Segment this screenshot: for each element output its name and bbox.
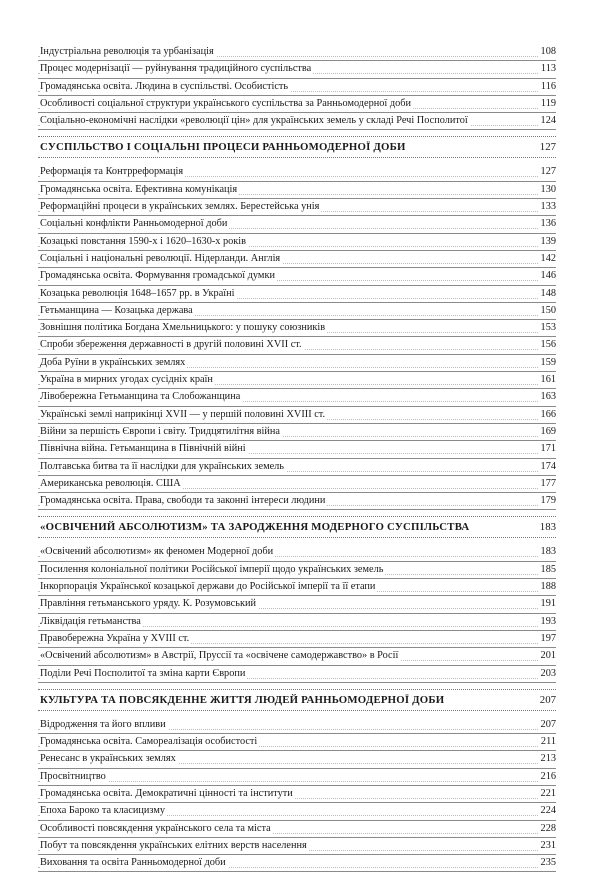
entry-page-number: 163 xyxy=(538,389,556,405)
entry-title: «Освічений абсолютизм» як феномен Модерної доби xyxy=(40,544,275,560)
section-page-number: 127 xyxy=(539,141,556,154)
entry-page-number: 119 xyxy=(538,96,556,112)
toc-entry[interactable] xyxy=(38,579,556,596)
entry-page-number: 213 xyxy=(538,751,556,767)
toc-entry[interactable] xyxy=(38,631,556,648)
toc-entry[interactable] xyxy=(38,303,556,320)
entry-title: Соціально-економічні наслідки «революції цін» для українських земель у складі Речі Посполитої xyxy=(40,113,470,129)
entry-page-number: 108 xyxy=(538,44,556,60)
entry-page-number: 171 xyxy=(538,441,556,457)
toc-entry[interactable] xyxy=(38,234,556,251)
entry-page-number: 203 xyxy=(538,666,556,682)
entry-page-number: 177 xyxy=(538,476,556,492)
entry-page-number: 156 xyxy=(538,337,556,353)
entry-title: Побут та повсякдення українських елітних верств населення xyxy=(40,838,309,854)
entry-title: Соціальні конфлікти Ранньомодерної доби xyxy=(40,216,229,232)
entry-title: Україна в мирних угодах сусідніх країн xyxy=(40,372,215,388)
toc-entry[interactable] xyxy=(38,596,556,613)
toc-entry[interactable] xyxy=(38,459,556,476)
entry-page-number: 183 xyxy=(538,544,556,560)
entry-title: Гетьманщина — Козацька держава xyxy=(40,303,195,319)
entry-page-number: 133 xyxy=(538,199,556,215)
section-title: КУЛЬТУРА ТА ПОВСЯКДЕННЕ ЖИТТЯ ЛЮДЕЙ РАННЬОМОДЕРНОЇ ДОБИ xyxy=(40,693,445,706)
entry-page-number: 113 xyxy=(538,61,556,77)
entry-title: Особливості повсякдення українського села та міста xyxy=(40,821,273,837)
toc-entry[interactable] xyxy=(38,164,556,181)
toc-entry[interactable] xyxy=(38,355,556,372)
entry-page-number: 136 xyxy=(538,216,556,232)
entry-page-number: 124 xyxy=(538,113,556,129)
entry-title: Козацькі повстання 1590-х і 1620–1630-х років xyxy=(40,234,248,250)
table-of-contents xyxy=(38,44,556,872)
entry-title: Соціальні і національні революції. Нідерланди. Англія xyxy=(40,251,282,267)
entry-title: Відродження та його впливи xyxy=(40,717,168,733)
entry-title: Громадянська освіта. Самореалізація особистості xyxy=(40,734,259,750)
toc-entry[interactable] xyxy=(38,666,556,683)
entry-title: Епоха Бароко та класицизму xyxy=(40,803,167,819)
toc-entry[interactable] xyxy=(38,44,556,61)
entry-page-number: 221 xyxy=(538,786,556,802)
dot-leader xyxy=(38,781,556,782)
toc-entry[interactable] xyxy=(38,320,556,337)
entry-page-number: 191 xyxy=(538,596,556,612)
toc-entry[interactable] xyxy=(38,268,556,285)
entry-title: Війни за першість Європи і світу. Тридцятилітня війна xyxy=(40,424,282,440)
entry-page-number: 174 xyxy=(538,459,556,475)
entry-title: Ліквідація гетьманства xyxy=(40,614,143,630)
entry-title: Реформація та Контрреформація xyxy=(40,164,185,180)
entry-page-number: 146 xyxy=(538,268,556,284)
entry-page-number: 211 xyxy=(538,734,556,750)
entry-title: Поділи Речі Посполитої та зміна карти Європи xyxy=(40,666,247,682)
section-heading[interactable] xyxy=(38,689,556,711)
entry-page-number: 201 xyxy=(538,648,556,664)
entry-page-number: 235 xyxy=(538,855,556,871)
section-page-number: 207 xyxy=(539,693,556,706)
toc-entry[interactable] xyxy=(38,216,556,233)
toc-entry[interactable] xyxy=(38,803,556,820)
entry-title: Козацька революція 1648–1657 рр. в Україні xyxy=(40,286,237,302)
entry-page-number: 166 xyxy=(538,407,556,423)
entry-title: Реформаційні процеси в українських землях. Берестейська унія xyxy=(40,199,321,215)
entry-title: Громадянська освіта. Ефективна комунікація xyxy=(40,182,239,198)
toc-entry[interactable] xyxy=(38,96,556,113)
entry-title: Полтавська битва та її наслідки для українських земель xyxy=(40,459,286,475)
section-title: «ОСВІЧЕНИЙ АБСОЛЮТИЗМ» ТА ЗАРОДЖЕННЯ МОДЕРНОГО СУСПІЛЬСТВА xyxy=(40,521,470,534)
entry-title: Процес модернізації — руйнування традиційного суспільства xyxy=(40,61,313,77)
entry-title: Громадянська освіта. Людина в суспільстві. Особистість xyxy=(40,79,290,95)
entry-page-number: 197 xyxy=(538,631,556,647)
toc-entry[interactable] xyxy=(38,838,556,855)
toc-entry[interactable] xyxy=(38,407,556,424)
entry-page-number: 159 xyxy=(538,355,556,371)
entry-title: Доба Руїни в українських землях xyxy=(40,355,187,371)
entry-page-number: 142 xyxy=(538,251,556,267)
entry-title: Інкорпорація Української козацької держави до Російської імперії та її етапи xyxy=(40,579,377,595)
entry-title: Індустріальна революція та урбанізація xyxy=(40,44,216,60)
toc-entry[interactable] xyxy=(38,493,556,510)
entry-title: Ренесанс в українських землях xyxy=(40,751,178,767)
entry-page-number: 130 xyxy=(538,182,556,198)
toc-entry[interactable] xyxy=(38,182,556,199)
toc-entry[interactable] xyxy=(38,717,556,734)
section-heading[interactable] xyxy=(38,516,556,538)
entry-title: Зовнішня політика Богдана Хмельницького: у пошуку союзників xyxy=(40,320,327,336)
toc-entry[interactable] xyxy=(38,648,556,665)
entry-title: Громадянська освіта. Демократичні цінності та інститути xyxy=(40,786,295,802)
toc-entry[interactable] xyxy=(38,614,556,631)
entry-title: Посилення колоніальної політики Російської імперії щодо українських земель xyxy=(40,562,385,578)
section-heading[interactable] xyxy=(38,136,556,158)
toc-entry[interactable] xyxy=(38,337,556,354)
toc-entry[interactable] xyxy=(38,199,556,216)
entry-title: Північна війна. Гетьманщина в Північній війні xyxy=(40,441,248,457)
toc-entry[interactable] xyxy=(38,113,556,130)
entry-title: Громадянська освіта. Права, свободи та законні інтереси людини xyxy=(40,493,327,509)
entry-page-number: 207 xyxy=(538,717,556,733)
toc-entry[interactable] xyxy=(38,544,556,561)
entry-title: Правління гетьманського уряду. К. Розумовський xyxy=(40,596,258,612)
entry-page-number: 127 xyxy=(538,164,556,180)
toc-entry[interactable] xyxy=(38,424,556,441)
entry-title: Виховання та освіта Ранньомодерної доби xyxy=(40,855,228,871)
entry-page-number: 153 xyxy=(538,320,556,336)
toc-entry[interactable] xyxy=(38,476,556,493)
entry-page-number: 150 xyxy=(538,303,556,319)
entry-title: «Освічений абсолютизм» в Австрії, Пруссії та «освічене самодержавство» в Росії xyxy=(40,648,400,664)
entry-page-number: 188 xyxy=(538,579,556,595)
entry-title: Американська революція. США xyxy=(40,476,183,492)
toc-entry[interactable] xyxy=(38,79,556,96)
entry-title: Особливості соціальної структури українського суспільства за Ранньомодерної доби xyxy=(40,96,413,112)
entry-title: Спроби збереження державності в другій половині XVII ст. xyxy=(40,337,304,353)
entry-page-number: 185 xyxy=(538,562,556,578)
entry-title: Лівобережна Гетьманщина та Слобожанщина xyxy=(40,389,242,405)
entry-page-number: 148 xyxy=(538,286,556,302)
toc-entry[interactable] xyxy=(38,855,556,872)
section-page-number: 183 xyxy=(539,521,556,534)
toc-entry[interactable] xyxy=(38,562,556,579)
toc-entry[interactable] xyxy=(38,389,556,406)
entry-page-number: 224 xyxy=(538,803,556,819)
toc-entry[interactable] xyxy=(38,372,556,389)
entry-page-number: 161 xyxy=(538,372,556,388)
entry-title: Українські землі наприкінці XVII — у першій половині XVIII ст. xyxy=(40,407,327,423)
entry-page-number: 169 xyxy=(538,424,556,440)
entry-page-number: 139 xyxy=(538,234,556,250)
toc-entry[interactable] xyxy=(38,441,556,458)
entry-page-number: 116 xyxy=(538,79,556,95)
toc-entry[interactable] xyxy=(38,821,556,838)
toc-entry[interactable] xyxy=(38,786,556,803)
entry-title: Просвітництво xyxy=(40,769,108,785)
toc-entry[interactable] xyxy=(38,734,556,751)
entry-title: Громадянська освіта. Формування громадської думки xyxy=(40,268,277,284)
entry-page-number: 228 xyxy=(538,821,556,837)
entry-page-number: 193 xyxy=(538,614,556,630)
toc-entry[interactable] xyxy=(38,61,556,78)
toc-entry[interactable] xyxy=(38,251,556,268)
entry-page-number: 216 xyxy=(538,769,556,785)
toc-entry[interactable] xyxy=(38,286,556,303)
toc-entry[interactable] xyxy=(38,751,556,768)
entry-page-number: 179 xyxy=(538,493,556,509)
toc-entry[interactable] xyxy=(38,769,556,786)
entry-title: Правобережна Україна у XVIII ст. xyxy=(40,631,191,647)
entry-page-number: 231 xyxy=(538,838,556,854)
section-title: СУСПІЛЬСТВО І СОЦІАЛЬНІ ПРОЦЕСИ РАННЬОМОДЕРНОЇ ДОБИ xyxy=(40,141,406,154)
